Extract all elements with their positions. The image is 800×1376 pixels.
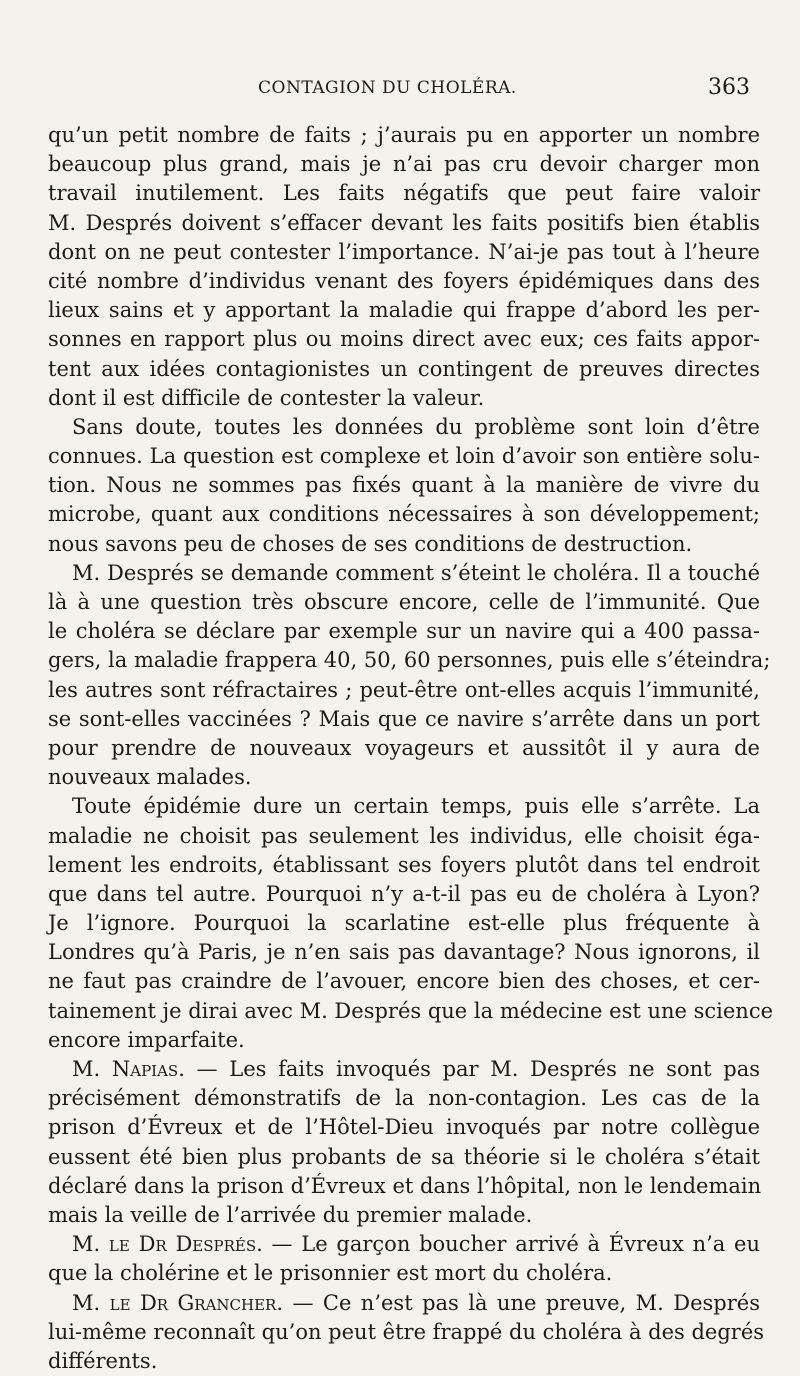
speech-text: — Le garçon boucher arrivé à Évreux n’a eu: [262, 1232, 760, 1257]
speaker-name: M. Napias.: [72, 1057, 185, 1081]
body-text: [48, 121, 774, 1376]
speech-text: — Ce n’est pas là une preuve, M. Després: [283, 1290, 760, 1315]
text-line: dont il est difficile de contester la valeur.: [48, 385, 485, 410]
text-line: cité nombre d’individus venant des foyers épidémiques dans des: [48, 268, 760, 293]
text-line: nouveaux malades.: [48, 765, 252, 790]
speech-text: — Les faits invoqués par M. Després ne sont pas: [184, 1057, 760, 1081]
text-line: tainement je dirai avec M. Després que la médecine est une science: [48, 998, 774, 1023]
text-line: sonnes en rapport plus ou moins direct avec eux; ces faits appor-: [48, 327, 760, 352]
text-line: que la cholérine et le prisonnier est mort du choléra.: [48, 1261, 613, 1286]
text-line: Je l’ignore. Pourquoi la scarlatine est-elle plus fréquente à: [48, 911, 760, 936]
text-line: gers, la maladie frappera 40, 50, 60 personnes, puis elle s’éteindra;: [48, 648, 771, 673]
running-header: [0, 75, 800, 108]
speaker-name: M. le Dr Després.: [72, 1232, 263, 1257]
text-line: mais la veille de l’arrivée du premier malade.: [48, 1202, 533, 1227]
text-line: dont on ne peut contester l’importance. N’ai-je pas tout à l’heure: [48, 239, 760, 264]
text-line: se sont-elles vaccinées ? Mais que ce navire s’arrête dans un port: [48, 706, 760, 731]
text-line: tion. Nous ne sommes pas fixés quant à la manière de vivre du: [48, 473, 760, 498]
text-line: là à une question très obscure encore, celle de l’immunité. Que: [48, 590, 760, 614]
speaker-line: [48, 1289, 760, 1318]
text-line: le choléra se déclare par exemple sur un navire qui a 400 passa-: [48, 619, 760, 644]
text-line: précisément démonstratifs de la non-contagion. Les cas de la: [48, 1086, 760, 1111]
text-line: M. Després doivent s’effacer devant les faits positifs bien établis: [48, 210, 760, 235]
speaker-name: M. le Dr Grancher.: [72, 1290, 284, 1315]
text-line: pour prendre de nouveaux voyageurs et aussitôt il y aura de: [48, 735, 760, 760]
text-line: lieux sains et y apportant la maladie qui frappe d’abord les per-: [48, 298, 760, 323]
text-line: connues. La question est complexe et loin d’avoir son entière solu-: [48, 444, 760, 469]
text-line: que dans tel autre. Pourquoi n’y a-t-il pas eu de choléra à Lyon?: [48, 881, 760, 906]
text-line: les autres sont réfractaires ; peut-être ont-elles acquis l’immunité,: [48, 677, 760, 702]
text-line: tent aux idées contagionistes un contingent de preuves directes: [48, 356, 760, 381]
paragraph-start: M. Després se demande comment s’éteint le choléra. Il a touché: [72, 560, 760, 585]
text-line: microbe, quant aux conditions nécessaires à son développement;: [48, 502, 760, 527]
text-line: lui-même reconnaît qu’on peut être frappé du choléra à des degrés: [48, 1319, 765, 1344]
text-line: maladie ne choisit pas seulement les individus, elle choisit éga-: [48, 823, 760, 848]
paragraph-start: Toute épidémie dure un certain temps, puis elle s’arrête. La: [72, 794, 760, 819]
speaker-line: [48, 1055, 760, 1084]
running-title: CONTAGION DU CHOLÉRA.: [258, 78, 517, 98]
text-line: travail inutilement. Les faits négatifs que peut faire valoir: [48, 181, 760, 206]
page-number: 363: [708, 75, 750, 100]
text-line: beaucoup plus grand, mais je n’ai pas cru devoir charger mon: [48, 152, 760, 177]
text-line: eussent été bien plus probants de sa théorie si le choléra s’était: [48, 1144, 760, 1169]
paragraph-start: Sans doute, toutes les données du problème sont loin d’être: [72, 414, 760, 439]
text-line: déclaré dans la prison d’Évreux et dans l’hôpital, non le lendemain: [48, 1173, 762, 1198]
text-line: ne faut pas craindre de l’avouer, encore bien des choses, et cer-: [48, 969, 760, 994]
text-line: nous savons peu de choses de ses conditions de destruction.: [48, 531, 693, 556]
text-line: Londres qu’à Paris, je n’en sais pas davantage? Nous ignorons, il: [48, 940, 760, 965]
text-line: qu’un petit nombre de faits ; j’aurais pu en apporter un nombre: [48, 123, 760, 147]
text-line: encore imparfaite.: [48, 1027, 245, 1052]
text-line: prison d’Évreux et de l’Hôtel-Dieu invoqués par notre collègue: [48, 1115, 760, 1140]
speaker-line: [48, 1230, 760, 1259]
text-line: différents.: [48, 1348, 158, 1373]
text-line: lement les endroits, établissant ses foyers plutôt dans tel endroit: [48, 852, 760, 877]
